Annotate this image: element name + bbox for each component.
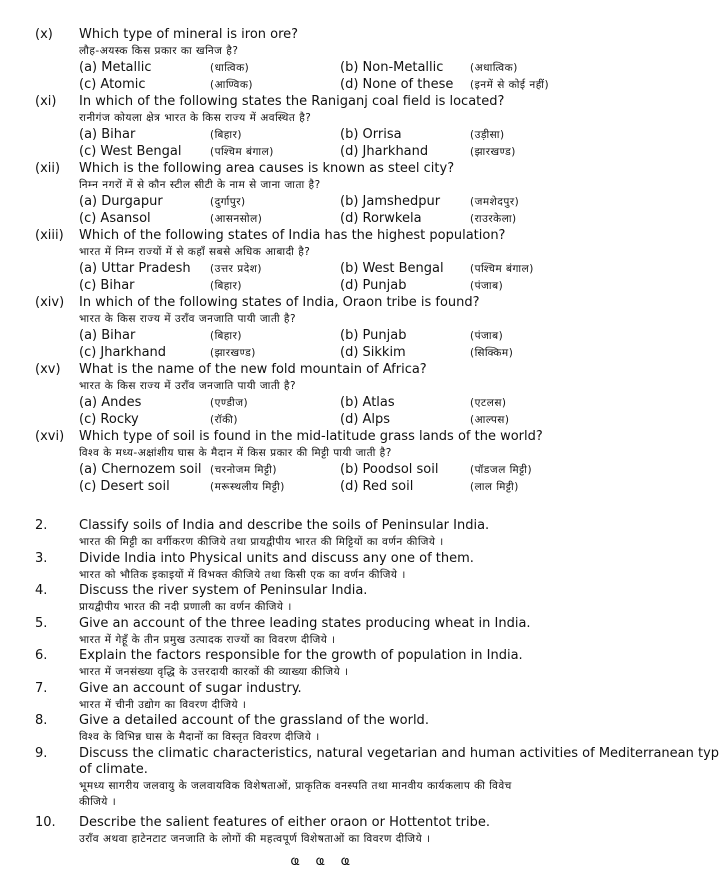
question-text-hindi: भारत की मिट्टी का वर्गीकरण कीजिये तथा प्रायद्वीपीय भारत की मिट्टियों का वर्णन कीजिये । bbox=[79, 536, 444, 548]
question-text-hindi: भारत में निम्न राज्यों में से कहाँ सबसे अधिक आबादी है? bbox=[79, 246, 311, 258]
option-b: (b) Jamshedpur bbox=[340, 194, 441, 209]
essay-question-10 bbox=[0, 815, 646, 848]
option-d: (d) None of these bbox=[340, 77, 454, 92]
option-c-hindi: (बिहार) bbox=[210, 280, 242, 292]
option-d-hindi: (झारखण्ड) bbox=[470, 146, 516, 158]
question-text-hindi: भारत में गेहूँ के तीन प्रमुख उत्पादक राज्यों का विवरण दीजिये । bbox=[79, 633, 336, 646]
option-d: (d) Punjab bbox=[340, 278, 407, 293]
question-xvi bbox=[0, 429, 646, 496]
option-a-hindi: (उत्तर प्रदेश) bbox=[210, 263, 263, 275]
question-x bbox=[0, 27, 646, 94]
option-b: (b) Atlas bbox=[340, 395, 395, 410]
option-c-hindi: (आण्विक) bbox=[210, 79, 254, 91]
question-text: Divide India into Physical units and discuss any one of them. bbox=[79, 550, 474, 566]
essay-question-7 bbox=[0, 681, 646, 714]
question-xiv bbox=[0, 295, 646, 362]
question-number: 4. bbox=[35, 583, 48, 598]
question-text: Which of the following states of India has the highest population? bbox=[79, 228, 506, 243]
question-number: 7. bbox=[35, 680, 48, 696]
question-number: 3. bbox=[35, 550, 48, 566]
question-number: 8. bbox=[35, 713, 48, 728]
essay-question-8 bbox=[0, 713, 646, 746]
option-c-hindi: (आसनसोल) bbox=[210, 213, 263, 225]
question-number: (xvi) bbox=[35, 429, 65, 444]
option-a-hindi: (बिहार) bbox=[210, 129, 242, 141]
question-text: In which of the following states the Raniganj coal field is located? bbox=[79, 94, 505, 109]
question-text: Give an account of sugar industry. bbox=[79, 680, 302, 696]
option-b: (b) Poodsol soil bbox=[340, 462, 439, 477]
essay-question-2 bbox=[0, 518, 646, 551]
question-text-hindi: भूमध्य सागरीय जलवायु के जलवायविक विशेषताओं, प्राकृतिक वनस्पति तथा मानवीय कार्यकलाप की विवेच bbox=[79, 779, 512, 792]
option-c: (c) Asansol bbox=[79, 211, 151, 226]
question-text-hindi: भारत में चीनी उद्योग का विवरण दीजिये । bbox=[79, 698, 247, 711]
option-c: (c) West Bengal bbox=[79, 144, 182, 159]
question-text: Give an account of the three leading states producing wheat in India. bbox=[79, 615, 531, 631]
option-d-hindi: (पंजाब) bbox=[470, 280, 504, 292]
question-number: (xiii) bbox=[35, 228, 64, 243]
essay-question-4 bbox=[0, 583, 646, 616]
question-xiii bbox=[0, 228, 646, 295]
question-text: Give a detailed account of the grassland of the world. bbox=[79, 713, 429, 728]
question-xi bbox=[0, 94, 646, 161]
option-a: (a) Bihar bbox=[79, 127, 136, 142]
option-c: (c) Jharkhand bbox=[79, 345, 167, 360]
option-b: (b) Non-Metallic bbox=[340, 60, 444, 75]
question-text: Describe the salient features of either oraon or Hottentot tribe. bbox=[79, 814, 490, 830]
option-b-hindi: (जमशेदपुर) bbox=[470, 196, 520, 208]
question-number: 2. bbox=[35, 518, 48, 533]
essay-question-3 bbox=[0, 551, 646, 584]
option-c: (c) Atomic bbox=[79, 77, 146, 92]
question-text-hindi: भारत में जनसंख्या वृद्धि के उत्तरदायी कारकों की व्याख्या कीजिये । bbox=[79, 666, 349, 678]
question-number: 5. bbox=[35, 615, 48, 631]
question-text-hindi: निम्न नगरों में से कौन स्टील सीटी के नाम से जाना जाता है? bbox=[79, 179, 321, 191]
question-text: Discuss the climatic characteristics, natural vegetarian and human activities of Mediterranean typ bbox=[79, 745, 719, 761]
question-text-continued: of climate. bbox=[79, 761, 148, 777]
question-text-hindi: रानीगंज कोयला क्षेत्र भारत के किस राज्य में अवस्थित है? bbox=[79, 112, 312, 124]
option-d-hindi: (राउरकेला) bbox=[470, 213, 517, 225]
essay-question-6 bbox=[0, 648, 646, 681]
option-d-hindi: (सिक्किम) bbox=[470, 347, 514, 359]
option-b-hindi: (एटलस) bbox=[470, 397, 507, 409]
essay-question-9 bbox=[0, 745, 719, 815]
question-xii bbox=[0, 161, 646, 228]
question-text-hindi: भारत के किस राज्य में उराँव जनजाति पायी जाती है? bbox=[79, 313, 297, 325]
option-a: (a) Chernozem soil bbox=[79, 462, 202, 477]
question-number: (xv) bbox=[35, 362, 61, 377]
question-text: In which of the following states of India, Oraon tribe is found? bbox=[79, 295, 480, 310]
option-d: (d) Jharkhand bbox=[340, 144, 429, 159]
question-text: Classify soils of India and describe the soils of Peninsular India. bbox=[79, 518, 490, 533]
question-text-hindi: विश्व के विभिन्न घास के मैदानों का विस्तृत विवरण दीजिये । bbox=[79, 731, 320, 743]
option-c-hindi: (मरूस्थलीय मिट्टी) bbox=[210, 481, 285, 493]
option-d-hindi: (इनमें से कोई नहीं) bbox=[470, 79, 550, 91]
mcq-section bbox=[0, 27, 646, 496]
question-number: (x) bbox=[35, 27, 53, 42]
option-a-hindi: (दुर्गापुर) bbox=[210, 196, 246, 208]
option-a: (a) Andes bbox=[79, 395, 142, 410]
option-a: (a) Metallic bbox=[79, 60, 152, 75]
question-number: 6. bbox=[35, 648, 48, 663]
question-number: 10. bbox=[35, 814, 56, 830]
option-a-hindi: (धात्विक) bbox=[210, 62, 250, 74]
question-text-hindi: प्रायद्वीपीय भारत की नदी प्रणाली का वर्णन कीजिये । bbox=[79, 601, 292, 613]
question-text: Which type of mineral is iron ore? bbox=[79, 27, 299, 42]
option-a-hindi: (बिहार) bbox=[210, 330, 242, 342]
option-b-hindi: (पश्चिम बंगाल) bbox=[470, 263, 534, 275]
option-c: (c) Desert soil bbox=[79, 479, 170, 494]
option-c-hindi: (झारखण्ड) bbox=[210, 347, 256, 359]
question-number: (xiv) bbox=[35, 295, 65, 310]
option-d: (d) Red soil bbox=[340, 479, 414, 494]
option-b-hindi: (पॉडजल मिट्टी) bbox=[470, 464, 533, 476]
question-text-hindi: भारत के किस राज्य में उराँव जनजाति पायी जाती है? bbox=[79, 380, 297, 392]
option-a: (a) Uttar Pradesh bbox=[79, 261, 191, 276]
option-c-hindi: (पश्चिम बंगाल) bbox=[210, 146, 274, 158]
option-a: (a) Durgapur bbox=[79, 194, 163, 209]
question-text-hindi: भारत को भौतिक इकाइयों में विभक्त कीजिये तथा किसी एक का वर्णन कीजिये । bbox=[79, 568, 406, 581]
option-b: (b) West Bengal bbox=[340, 261, 444, 276]
option-a-hindi: (एण्डीज) bbox=[210, 397, 249, 409]
question-text-hindi: लौह-अयस्क किस प्रकार का खनिज है? bbox=[79, 45, 239, 57]
option-a: (a) Bihar bbox=[79, 328, 136, 343]
option-d: (d) Alps bbox=[340, 412, 391, 427]
question-xv bbox=[0, 362, 646, 429]
question-text: Discuss the river system of Peninsular India. bbox=[79, 583, 368, 598]
question-text: What is the name of the new fold mountain of Africa? bbox=[79, 362, 427, 377]
option-c: (c) Rocky bbox=[79, 412, 139, 427]
option-c: (c) Bihar bbox=[79, 278, 135, 293]
end-ornament: ҩ ҩ ҩ bbox=[290, 854, 356, 869]
option-d: (d) Rorwkela bbox=[340, 211, 422, 226]
option-b-hindi: (पंजाब) bbox=[470, 330, 504, 342]
question-text: Which type of soil is found in the mid-latitude grass lands of the world? bbox=[79, 429, 543, 444]
essay-question-5 bbox=[0, 616, 646, 649]
option-d-hindi: (लाल मिट्टी) bbox=[470, 481, 519, 493]
question-text-hindi: उराँव अथवा हाटेनटाट जनजाति के लोगों की महत्वपूर्ण विशेषताओं का विवरण दीजिये । bbox=[79, 832, 431, 845]
option-b-hindi: (उड़ीसा) bbox=[470, 129, 505, 141]
question-number: (xi) bbox=[35, 94, 57, 109]
option-d-hindi: (आल्पस) bbox=[470, 414, 510, 426]
option-a-hindi: (चरनोजम मिट्टी) bbox=[210, 464, 277, 476]
option-b-hindi: (अधात्विक) bbox=[470, 62, 518, 74]
question-text-hindi-continued: कीजिये । bbox=[79, 795, 117, 808]
essay-section bbox=[0, 518, 719, 847]
option-b: (b) Punjab bbox=[340, 328, 407, 343]
question-text: Which is the following area causes is known as steel city? bbox=[79, 161, 455, 176]
option-d: (d) Sikkim bbox=[340, 345, 406, 360]
option-b: (b) Orrisa bbox=[340, 127, 402, 142]
question-number: 9. bbox=[35, 745, 48, 761]
question-number: (xii) bbox=[35, 161, 61, 176]
question-text: Explain the factors responsible for the growth of population in India. bbox=[79, 648, 523, 663]
question-text-hindi: विश्व के मध्य-अक्षांशीय घास के मैदान में किस प्रकार की मिट्टी पायी जाती है? bbox=[79, 447, 392, 459]
option-c-hindi: (रॉकी) bbox=[210, 414, 238, 426]
